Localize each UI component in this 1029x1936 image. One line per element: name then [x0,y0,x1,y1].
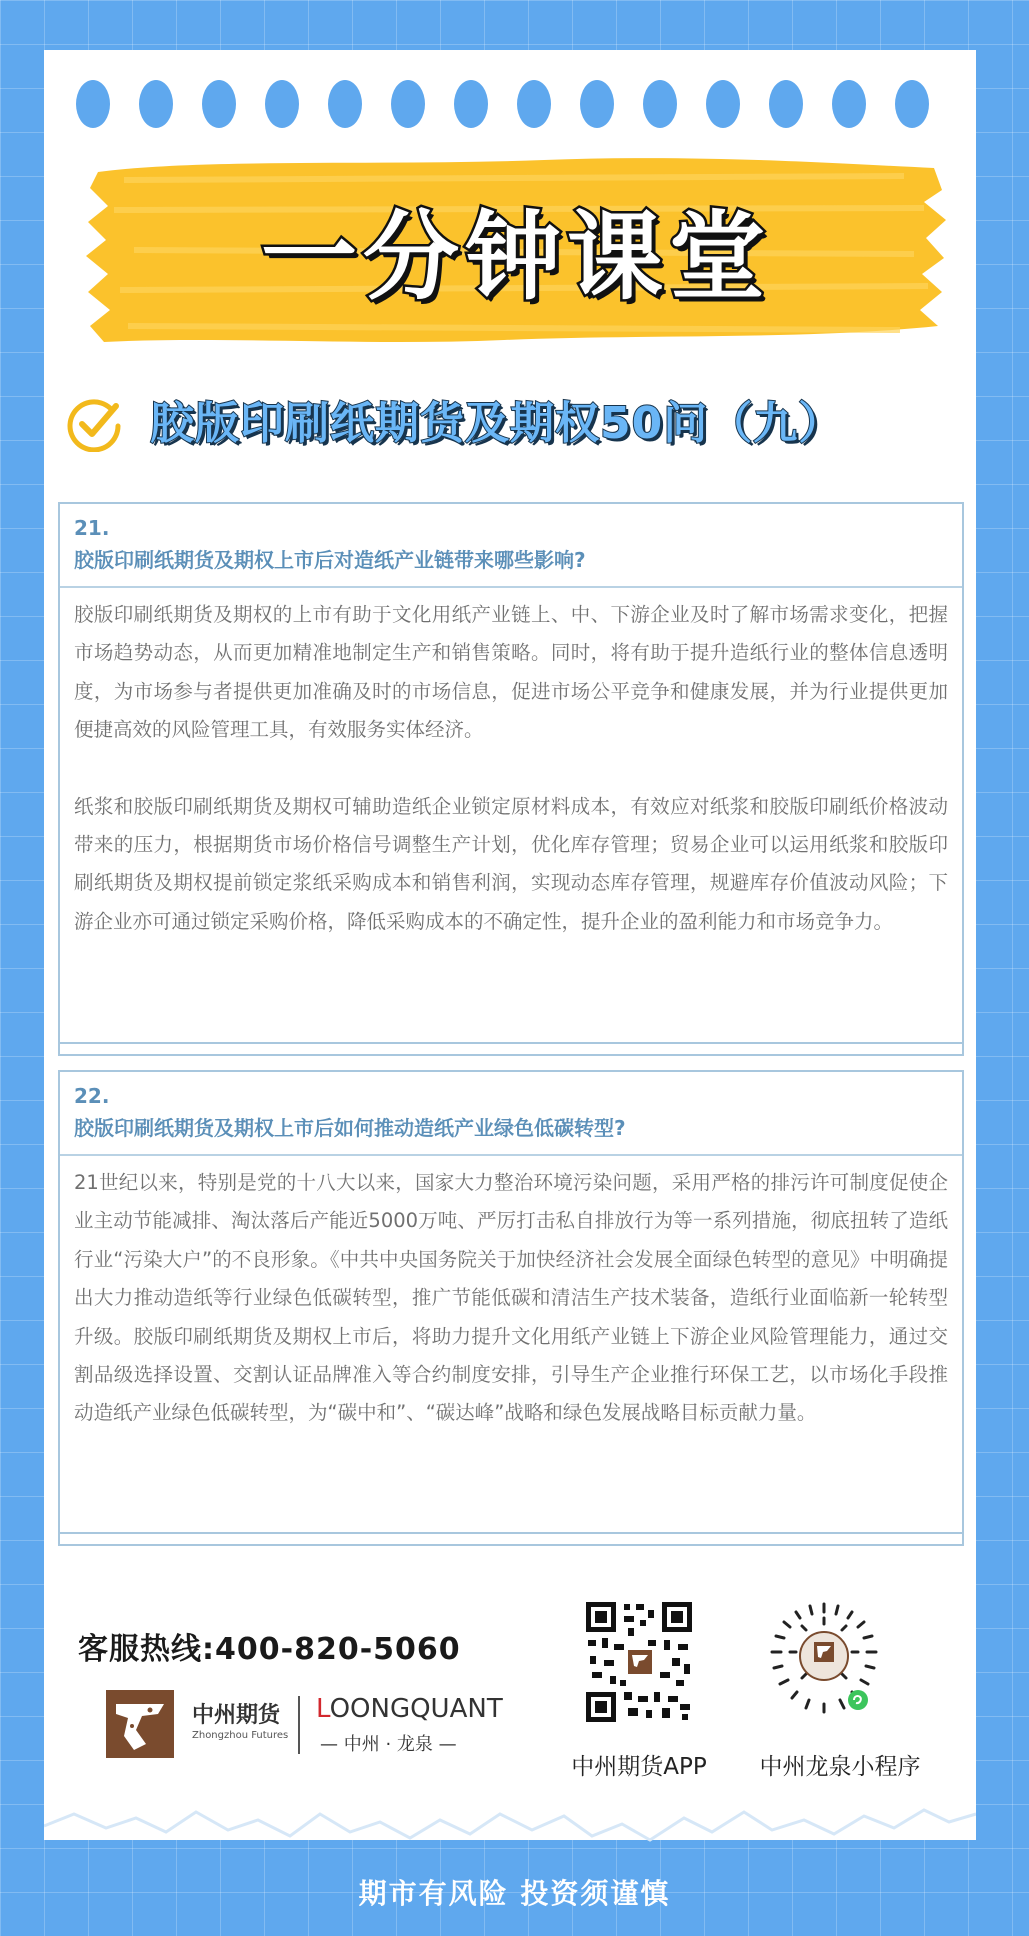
logo-cn-name: 中州期货 [192,1703,281,1728]
binder-holes [76,80,946,130]
torn-paper-edge [44,1770,976,1880]
brand-logos [106,1690,503,1762]
wordmark-rest: OONGQUANT [329,1694,503,1724]
question-text: 胶版印刷纸期货及期权上市后如何推动造纸产业绿色低碳转型? [74,1116,626,1140]
binder-hole [643,80,677,128]
qr-label-app: 中州期货APP [571,1754,707,1780]
binder-hole [139,80,173,128]
mini-program-code-icon [766,1600,882,1724]
answer-body [60,588,962,941]
binder-hole [580,80,614,128]
binder-hole [265,80,299,128]
logo-divider [298,1696,300,1754]
qa-header [60,1072,962,1156]
main-title: 一分钟课堂 [261,201,771,313]
qa-divider [60,1042,962,1044]
qr-label-mini-program: 中州龙泉小程序 [759,1754,921,1780]
qa-card-21 [58,502,964,1056]
binder-hole [517,80,551,128]
subtitle: 胶版印刷纸期货及期权50问（九） [150,398,844,449]
customer-hotline: 客服热线:400-820-5060 [78,1632,461,1667]
binder-hole [832,80,866,128]
qr-code-icon [584,1600,694,1724]
answer-paragraph: 纸浆和胶版印刷纸期货及期权可辅助造纸企业锁定原材料成本，有效应对纸浆和胶版印刷纸价格波动带来的压力，根据期货市场价格信号调整生产计划，优化库存管理；贸易企业可以运用纸浆和胶版印刷纸期货及期权提前锁定浆纸采购成本和销售利润，实现动态库存管理，规避库存价值波动风险；下游企业亦可通过锁定采购价格，降低采购成本的不确定性，提升企业的盈利能力和市场竞争力。 [74,794,948,933]
wordmark-accent: L [316,1694,330,1724]
leopard-logo-icon [106,1690,174,1758]
answer-body [60,1156,962,1433]
binder-hole [895,80,929,128]
binder-hole [76,80,110,128]
answer-paragraph: 胶版印刷纸期货及期权的上市有助于文化用纸产业链上、中、下游企业及时了解市场需求变化，把握市场趋势动态，从而更加精准地制定生产和销售策略。同时，将有助于提升造纸行业的整体信息透明度，为市场参与者提供更加准确及时的市场信息，促进市场公平竞争和健康发展，并为行业提供更加便捷高效的风险管理工具，有效服务实体经济。 [74,603,948,742]
check-circle-icon [66,396,122,452]
loongquant-cn: — 中州 · 龙泉 — [320,1734,457,1755]
binder-hole [328,80,362,128]
binder-hole [706,80,740,128]
answer-paragraph: 21世纪以来，特别是党的十八大以来，国家大力整治环境污染问题，采用严格的排污许可制度促使企业主动节能减排、淘汰落后产能近5000万吨、严厉打击私自排放行为等一系列措施，彻底扭转了造纸行业“污染大户”的不良形象。《中共中央国务院关于加快经济社会发展全面绿色转型的意见》中明确提出大力推动造纸等行业绿色低碳转型，推广节能低碳和清洁生产技术装备，造纸行业面临新一轮转型升级。胶版印刷纸期货及期权上市后，将助力提升文化用纸产业链上下游企业风险管理能力，通过交割品级选择设置、交割认证品牌准入等合约制度安排，引导生产企业推行环保工艺，以市场化手段推动造纸产业绿色低碳转型，为“碳中和”、“碳达峰”战略和绿色发展战略目标贡献力量。 [74,1171,948,1425]
question-number: 21. [74,516,110,540]
question-number: 22. [74,1084,110,1108]
qa-card-22 [58,1070,964,1546]
qa-divider [60,1532,962,1534]
loongquant-wordmark [316,1694,503,1724]
binder-hole [454,80,488,128]
risk-disclaimer: 期市有风险 投资须谨慎 [358,1877,671,1910]
question-text: 胶版印刷纸期货及期权上市后对造纸产业链带来哪些影响? [74,548,586,572]
qa-header [60,504,962,588]
binder-hole [391,80,425,128]
binder-hole [769,80,803,128]
binder-hole [202,80,236,128]
logo-en-name: Zhongzhou Futures [192,1730,289,1741]
